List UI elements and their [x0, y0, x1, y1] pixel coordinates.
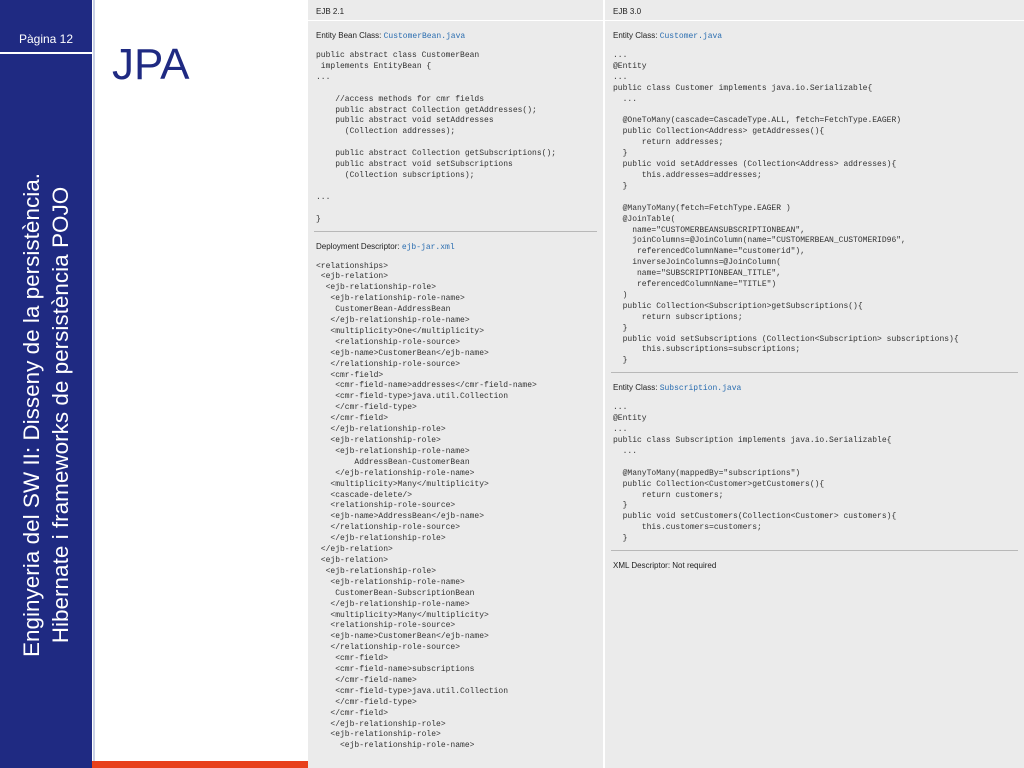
page-number: Pàgina 12 — [18, 32, 74, 46]
section-divider — [314, 231, 597, 232]
deployment-descriptor-code: <relationships> <ejb-relation> <ejb-relationship-role> <ejb-relationship-role-name> CustomerBean-AddressBean </ejb-relationship-role-name> <multiplicity>One</multiplicity> <relationship-role-source> <ejb-name>CustomerBean</ejb-name> </relationship-role-source> <cmr-field> <cmr-field-name>addresses</cmr-field-name> <cmr-field-type>java.util.Collection </cmr-field-type> </cmr-field> </ejb-relationship-role> <ejb-relationship-role> <ejb-relationship-role-name> AddressBean-CustomerBean </ejb-relationship-role-name> <multiplicity>Many</multiplicity> <cascade-delete/> <relationship-role-source> <ejb-name>AddressBean</ejb-name> </relationship-role-source> </ejb-relationship-role> </ejb-relation> <ejb-relation> <ejb-relationship-role> <ejb-relationship-role-name> CustomerBean-SubscriptionBean </ejb-relationship-role-name> <multiplicity>Many</multiplicity> <relationship-role-source> <ejb-name>CustomerBean</ejb-name> </relationship-role-source> <cmr-field> <cmr-field-name>subscriptions </cmr-field-name> <cmr-field-type>java.util.Collection </cmr-field-type> </cmr-field> </ejb-relationship-role> <ejb-relationship-role> <ejb-relationship-role-name> — [316, 261, 537, 751]
entity-bean-label-text: Entity Bean Class: — [316, 31, 384, 40]
entity-bean-label — [308, 31, 603, 41]
customer-entity-label-text: Entity Class: — [613, 31, 660, 40]
entity-bean-code: public abstract class CustomerBean implements EntityBean { ... //access methods for cmr fields public abstract Collection getAddresses(); public abstract void setAddresses (Collection addresses); public abstract Collection getSubscriptions(); public abstract void setSubscriptions (Collection subscriptions); ... } — [316, 51, 557, 224]
deployment-descriptor-label-text: Deployment Descriptor: — [316, 241, 402, 251]
accent-bar — [92, 761, 308, 768]
subscription-entity-label — [605, 383, 1024, 393]
ejb30-header: EJB 3.0 — [605, 0, 1024, 21]
sidebar-divider — [0, 52, 92, 54]
section-divider — [611, 372, 1018, 373]
customer-entity-code: ... @Entity ... public class Customer implements java.io.Serializable{ ... @OneToMany(cascade=CascadeType.ALL, fetch=FetchType.EAGER) public Collection<Address> getAddresses(){ return addresses; } public void setAddresses (Collection<Address> addresses){ this.addresses=addresses; } @ManyToMany(fetch=FetchType.EAGER ) @JoinTable( name="CUSTOMERBEANSUBSCRIPTIONBEAN", joinColumns=@JoinColumn(name="CUSTOMERBEAN_CUSTOMERID96", referencedColumnName="customerid"), inverseJoinColumns=@JoinColumn( name="SUBSCRIPTIONBEAN_TITLE", referencedColumnName="TITLE") ) public Collection<Subscription>getSubscriptions(){ return subscriptions; } public void setSubscriptions (Collection<Subscription> subscriptions){ this.subscriptions=subscriptions; } — [613, 51, 959, 366]
ejb21-column — [308, 0, 603, 752]
subscription-entity-code: ... @Entity ... public class Subscription implements java.io.Serializable{ ... @ManyToMany(mappedBy="subscriptions") public Collection<Customer>getCustomers(){ return customers; } public void setCustomers(Collection<Customer> customers){ this.customers=customers; } — [613, 403, 897, 544]
course-title-line-2: Hibernate i frameworks de persistència POJO — [48, 186, 73, 644]
vertical-course-title — [17, 70, 75, 760]
entity-bean-filename: CustomerBean.java — [383, 32, 466, 41]
ejb30-column — [605, 0, 1024, 570]
sidebar — [0, 0, 92, 768]
slide-title: JPA — [112, 40, 190, 89]
xml-descriptor-note: XML Descriptor: Not required — [613, 561, 717, 571]
customer-entity-filename: Customer.java — [659, 32, 723, 41]
code-comparison-document — [308, 0, 1024, 768]
subscription-entity-label-text: Entity Class: — [613, 383, 660, 393]
subscription-entity-filename: Subscription.java — [659, 384, 742, 394]
course-title-line-1: Enginyeria del SW II: Disseny de la persistència. — [19, 173, 44, 657]
deployment-descriptor-label — [308, 242, 603, 252]
sidebar-edge-line — [93, 0, 95, 768]
section-divider — [611, 550, 1018, 551]
ejb21-header: EJB 2.1 — [308, 0, 603, 21]
customer-entity-label — [605, 31, 1024, 41]
deployment-descriptor-filename: ejb-jar.xml — [401, 242, 455, 252]
